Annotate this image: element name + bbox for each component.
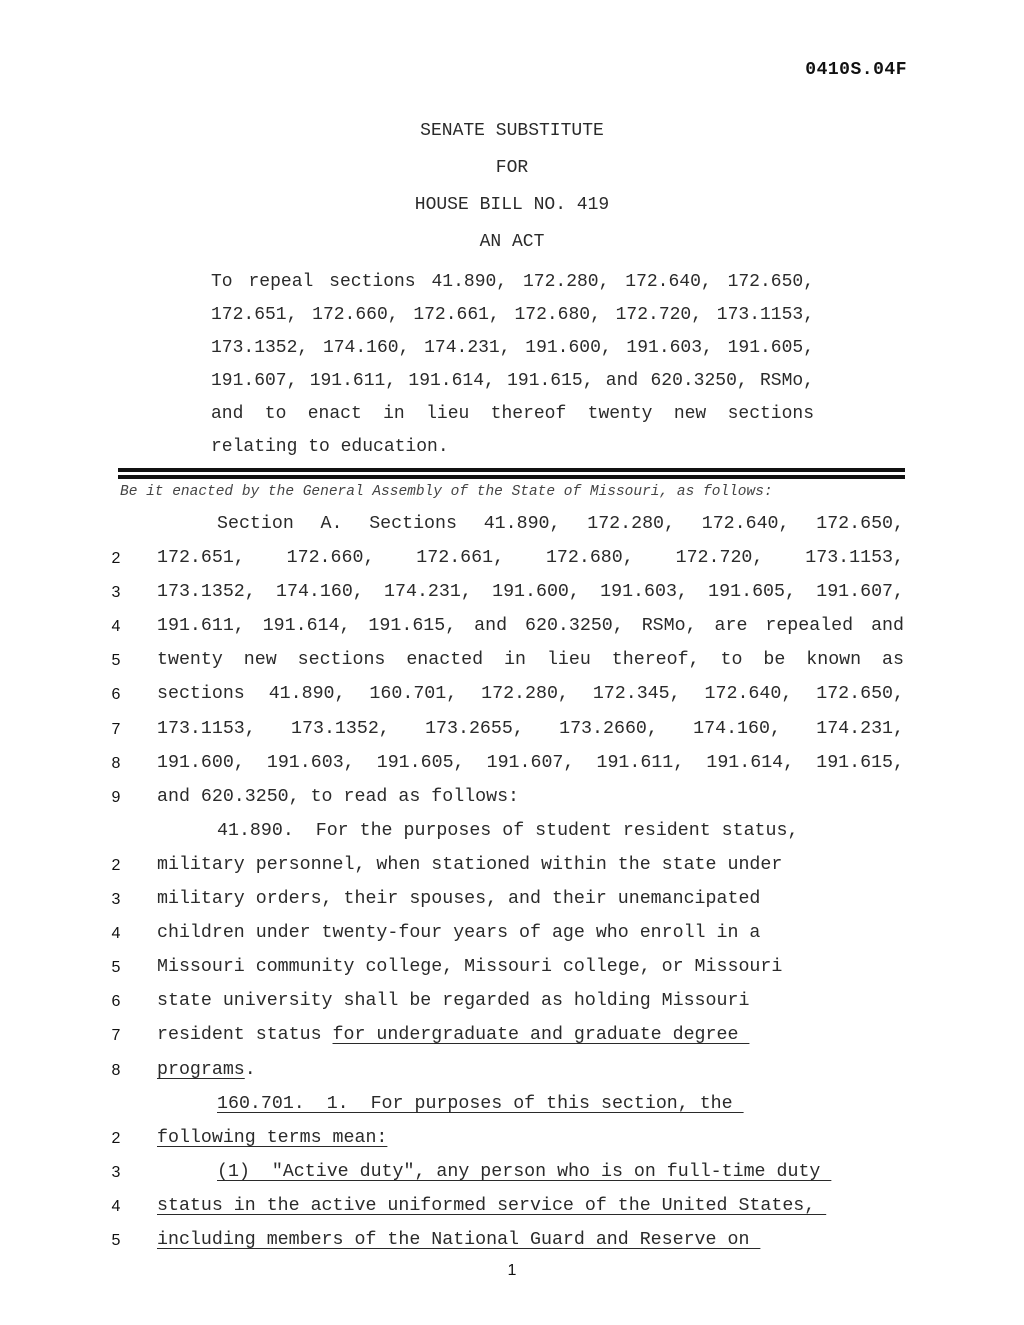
title-an-act: AN ACT <box>479 232 545 252</box>
line-text <box>217 1162 831 1182</box>
line-text <box>217 1094 744 1114</box>
line-text: military personnel, when stationed within the state under <box>157 854 783 875</box>
text-line <box>0 1191 1024 1225</box>
text-line <box>0 884 1024 918</box>
line-number: 4 <box>111 1197 121 1215</box>
inserted-text: 160.701. 1. For purposes of this section, the <box>217 1093 744 1114</box>
enacting-clause: Be it enacted by the General Assembly of the State of Missouri, as follows: <box>120 484 773 500</box>
divider-rule <box>118 468 905 472</box>
line-text: children under twenty-four years of age who enroll in a <box>157 923 761 944</box>
line-number: 8 <box>111 1061 121 1079</box>
inserted-text: programs <box>157 1059 245 1080</box>
line-text: Missouri community college, Missouri college, or Missouri <box>157 957 783 978</box>
line-text: 173.1153, 173.1352, 173.2655, 173.2660, 174.160, 174.231, <box>157 718 904 739</box>
line-number: 5 <box>111 1231 121 1249</box>
line-number: 4 <box>111 925 121 943</box>
line-number: 7 <box>111 720 121 738</box>
plain-text: resident status <box>157 1025 333 1046</box>
line-number: 9 <box>111 788 121 806</box>
inserted-text: status in the active uniformed service of the United States, <box>157 1195 827 1216</box>
text-line <box>0 509 1024 543</box>
inserted-text: (1) "Active duty", any person who is on full-time duty <box>217 1161 832 1182</box>
line-text: and 620.3250, to read as follows: <box>157 786 520 807</box>
line-text <box>157 1196 826 1216</box>
line-text: 41.890. For the purposes of student resident status, <box>217 820 799 841</box>
title-for: FOR <box>495 158 529 178</box>
inserted-text: for undergraduate and graduate degree <box>332 1025 750 1046</box>
text-line <box>0 611 1024 645</box>
text-line <box>0 645 1024 679</box>
bill-id: 0410S.04F <box>805 60 907 80</box>
line-number: 7 <box>111 1027 121 1045</box>
text-line <box>0 1020 1024 1054</box>
purpose-clause: To repeal sections 41.890, 172.280, 172.640, 172.650, 172.651, 172.660, 172.661, 172.680, 172.720, 173.1153, 173.1352, 174.160, 174.231, 191.600, 191.603, 191.605, 191.607, 191.611, 191.614, 191.615, and 620.3250, RSMo, and to enact in lieu thereof twenty new sections relating to education. <box>211 272 814 457</box>
inserted-text: following terms mean: <box>157 1127 388 1148</box>
line-text <box>157 1025 749 1045</box>
text-line <box>0 748 1024 782</box>
text-line <box>0 1089 1024 1123</box>
text-line <box>0 577 1024 611</box>
divider-rule <box>118 475 905 479</box>
line-number: 2 <box>111 550 121 568</box>
line-number: 3 <box>111 891 121 909</box>
line-text: Section A. Sections 41.890, 172.280, 172.640, 172.650, <box>217 514 904 534</box>
text-line <box>0 850 1024 884</box>
line-text <box>157 1230 760 1250</box>
text-line <box>0 714 1024 748</box>
line-text: 191.600, 191.603, 191.605, 191.607, 191.611, 191.614, 191.615, <box>157 752 904 773</box>
line-number: 5 <box>111 959 121 977</box>
line-text: twenty new sections enacted in lieu thereof, to be known as <box>157 650 904 671</box>
line-number: 2 <box>111 856 121 874</box>
line-text <box>157 1060 256 1080</box>
text-line <box>0 1123 1024 1157</box>
line-number: 3 <box>111 584 121 602</box>
line-text: 172.651, 172.660, 172.661, 172.680, 172.720, 173.1153, <box>157 548 904 569</box>
inserted-text: including members of the National Guard and Reserve on <box>157 1229 761 1250</box>
title-senate-substitute: SENATE SUBSTITUTE <box>420 121 604 141</box>
line-number: 2 <box>111 1129 121 1147</box>
bill-body <box>0 509 1024 1259</box>
title-house-bill: HOUSE BILL NO. 419 <box>414 195 610 215</box>
line-number: 5 <box>111 652 121 670</box>
text-line <box>0 986 1024 1020</box>
line-number: 6 <box>111 686 121 704</box>
plain-text: . <box>244 1059 256 1080</box>
page-number: 1 <box>507 1262 517 1279</box>
line-number: 3 <box>111 1163 121 1181</box>
text-line <box>0 1225 1024 1259</box>
text-line <box>0 1055 1024 1089</box>
line-number: 4 <box>111 618 121 636</box>
line-text: 173.1352, 174.160, 174.231, 191.600, 191.603, 191.605, 191.607, <box>157 582 904 603</box>
text-line <box>0 816 1024 850</box>
text-line <box>0 543 1024 577</box>
line-text <box>157 1128 387 1148</box>
line-text: state university shall be regarded as holding Missouri <box>157 991 750 1012</box>
text-line <box>0 918 1024 952</box>
text-line <box>0 679 1024 713</box>
line-number: 6 <box>111 993 121 1011</box>
line-text: military orders, their spouses, and their unemancipated <box>157 889 761 910</box>
line-number: 8 <box>111 754 121 772</box>
line-text: sections 41.890, 160.701, 172.280, 172.345, 172.640, 172.650, <box>157 684 904 705</box>
text-line <box>0 1157 1024 1191</box>
text-line <box>0 952 1024 986</box>
line-text: 191.611, 191.614, 191.615, and 620.3250, RSMo, are repealed and <box>157 616 904 637</box>
text-line <box>0 782 1024 816</box>
